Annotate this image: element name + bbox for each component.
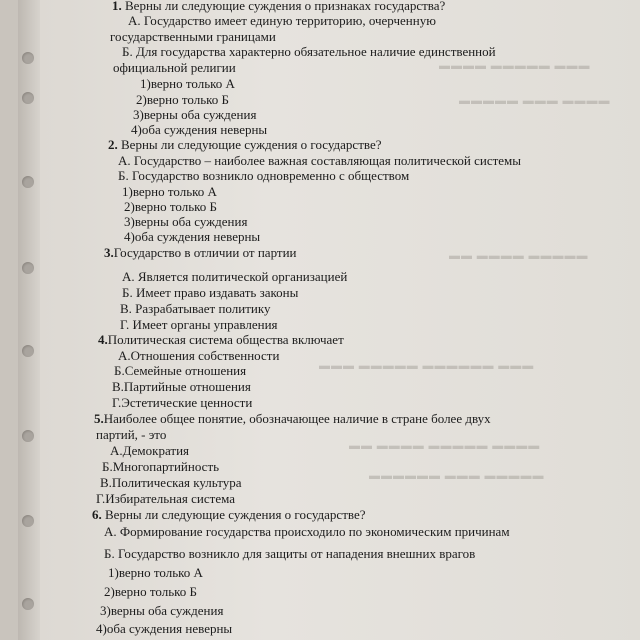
option-line: Б. Имеет право издавать законы — [122, 285, 299, 300]
option-line: государственными границами — [110, 29, 276, 44]
option-line: Г. Имеет органы управления — [120, 317, 278, 332]
answer-choice: 1)верно только А — [140, 76, 235, 91]
option-line: А. Государство имеет единую территорию, очерченную — [128, 13, 436, 28]
punch-hole — [22, 515, 34, 527]
punch-hole — [22, 52, 34, 64]
option-line: Б. Государство возникло для защиты от нападения внешних врагов — [104, 546, 476, 561]
punch-hole — [22, 345, 34, 357]
bleed-through: ▬▬▬ ▬▬▬▬▬▬ ▬▬▬▬▬ ▬▬▬ — [318, 360, 534, 372]
answer-choice: 2)верно только Б — [124, 199, 217, 214]
bleed-through: ▬▬▬▬ ▬▬▬▬▬ ▬▬▬▬ ▬▬ — [348, 440, 540, 452]
answer-choice: 4)оба суждения неверны — [131, 122, 268, 137]
question-4-title: 4.Политическая система общества включает — [98, 332, 344, 347]
option-line: Б. Государство возникло одновременно с обществом — [118, 168, 410, 183]
option-line: В.Партийные отношения — [112, 379, 251, 394]
question-3-title: 3.Государство в отличии от партии — [104, 245, 297, 260]
option-line: Б.Семейные отношения — [114, 363, 247, 378]
answer-choice: 1)верно только А — [122, 184, 217, 199]
bleed-through: ▬▬▬▬▬ ▬▬▬ ▬▬▬▬▬▬ — [368, 470, 544, 482]
option-line: А. Является политической организацией — [122, 269, 348, 284]
option-line: Г.Эстетические ценности — [112, 395, 253, 410]
answer-choice: 1)верно только А — [108, 565, 203, 580]
answer-choice: 4)оба суждения неверны — [96, 621, 233, 636]
question-2-title: 2. Верны ли следующие суждения о государстве? — [108, 137, 382, 152]
punch-hole — [22, 598, 34, 610]
document-page — [18, 0, 640, 640]
punch-hole — [22, 92, 34, 104]
option-line: В. Разрабатывает политику — [120, 301, 271, 316]
option-line: официальной религии — [113, 60, 236, 75]
question-6-title: 6. Верны ли следующие суждения о государстве? — [92, 507, 366, 522]
punch-hole — [22, 430, 34, 442]
option-line: А.Демократия — [110, 443, 190, 458]
punch-hole — [22, 262, 34, 274]
option-line: А. Формирование государства происходило по экономическим причинам — [104, 524, 510, 539]
bleed-through: ▬▬▬ ▬▬▬▬▬ ▬▬▬▬ — [438, 60, 590, 72]
option-line: Г.Избирательная система — [96, 491, 236, 506]
answer-choice: 2)верно только Б — [104, 584, 197, 599]
answer-choice: 4)оба суждения неверны — [124, 229, 261, 244]
question-5-title: 5.Наиболее общее понятие, обозначающее наличие в стране более двух — [94, 411, 491, 426]
answer-choice: 3)верны оба суждения — [133, 107, 257, 122]
sleeve-edge — [18, 0, 40, 640]
option-line: Б.Многопартийность — [102, 459, 220, 474]
option-line: А. Государство – наиболее важная составляющая политической системы — [118, 153, 521, 168]
answer-choice: 3)верны оба суждения — [124, 214, 248, 229]
bleed-through: ▬▬▬▬ ▬▬▬ ▬▬▬▬▬ — [458, 95, 610, 107]
option-line: А.Отношения собственности — [118, 348, 280, 363]
question-1-title: 1. Верны ли следующие суждения о признаках государства? — [112, 0, 446, 13]
punch-hole — [22, 176, 34, 188]
answer-choice: 3)верны оба суждения — [100, 603, 224, 618]
option-line: партий, - это — [96, 427, 167, 442]
bleed-through: ▬▬▬▬▬ ▬▬▬▬ ▬▬ — [448, 250, 588, 262]
option-line: Б. Для государства характерно обязательное наличие единственной — [122, 44, 496, 59]
answer-choice: 2)верно только Б — [136, 92, 229, 107]
option-line: В.Политическая культура — [100, 475, 242, 490]
